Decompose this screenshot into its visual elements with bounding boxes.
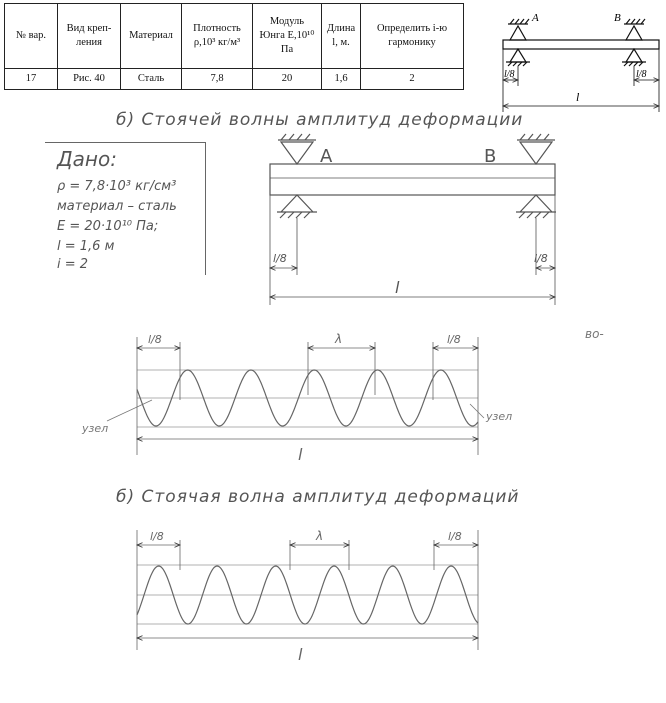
col-length: Длина l, м. xyxy=(322,4,361,69)
scheme-label-length: l xyxy=(576,90,580,104)
col-harmonic: Определить i-ю гармонику xyxy=(361,4,464,69)
wave1-label-length: l xyxy=(298,445,303,464)
scheme-label-eighth-left: l/8 xyxy=(504,69,515,80)
cell-variant: 17 xyxy=(5,69,58,90)
heading-top: б) Стоячей волны амплитуд деформации xyxy=(116,110,524,130)
beam-drawing-label-length: l xyxy=(395,278,400,297)
given-young-modulus: E = 20·10¹⁰ Па; xyxy=(57,219,159,234)
scheme-label-b: B xyxy=(614,12,621,24)
wave1-label-eighth-left: l/8 xyxy=(148,333,162,346)
wave1-drawing xyxy=(107,337,484,455)
scheme-support-a-top xyxy=(508,19,529,40)
beam-drawing-label-a: A xyxy=(320,146,333,167)
wave2-label-lambda: λ xyxy=(316,529,324,543)
beam-drawing-beam xyxy=(270,164,555,195)
cell-density: 7,8 xyxy=(182,69,253,90)
wave1-label-node-right: узел xyxy=(486,410,513,423)
wave2-drawing xyxy=(137,530,478,650)
given-length: l = 1,6 м xyxy=(57,239,115,254)
scheme-label-a: A xyxy=(532,12,539,24)
wave2-label-length: l xyxy=(298,645,303,664)
wave1-label-lambda: λ xyxy=(335,332,343,346)
scheme-beam xyxy=(503,40,659,49)
beam-drawing-label-eighth-right: l/8 xyxy=(534,252,548,265)
col-density: Плотность ρ,10³ кг/м³ xyxy=(182,4,253,69)
wave1-label-eighth-right: l/8 xyxy=(447,333,461,346)
beam-drawing-label-eighth-left: l/8 xyxy=(273,252,287,265)
wave1-label-node-left: узел xyxy=(82,422,109,435)
beam-drawing-label-b: B xyxy=(484,146,497,167)
wave2-label-eighth-left: l/8 xyxy=(150,530,164,543)
scheme-label-eighth-right: l/8 xyxy=(636,69,647,80)
given-harmonic: i = 2 xyxy=(57,257,89,272)
wave2-label-eighth-right: l/8 xyxy=(448,530,462,543)
given-material: материал – сталь xyxy=(57,199,177,214)
scheme-support-b-top xyxy=(624,19,645,40)
scheme-support-a-bottom xyxy=(506,49,530,66)
cell-material: Сталь xyxy=(121,69,182,90)
cell-young-modulus: 20 xyxy=(253,69,322,90)
cell-length: 1,6 xyxy=(322,69,361,90)
heading-bottom: б) Стоячая волна амплитуд деформаций xyxy=(116,487,520,507)
given-box xyxy=(45,142,206,275)
col-variant: № вар. xyxy=(5,4,58,69)
wave1-side-note: во- xyxy=(585,327,604,341)
beam-scheme xyxy=(503,19,659,112)
beam-drawing xyxy=(270,134,556,305)
col-mounting: Вид креп-ления xyxy=(58,4,121,69)
col-young-modulus: Модуль Юнга Е,10¹⁰ Па xyxy=(253,4,322,69)
scheme-support-b-bottom xyxy=(622,49,646,66)
given-density: ρ = 7,8·10³ кг/см³ xyxy=(57,179,177,194)
cell-mounting: Рис. 40 xyxy=(58,69,121,90)
col-material: Материал xyxy=(121,4,182,69)
given-title: Дано: xyxy=(57,147,117,171)
cell-harmonic: 2 xyxy=(361,69,464,90)
